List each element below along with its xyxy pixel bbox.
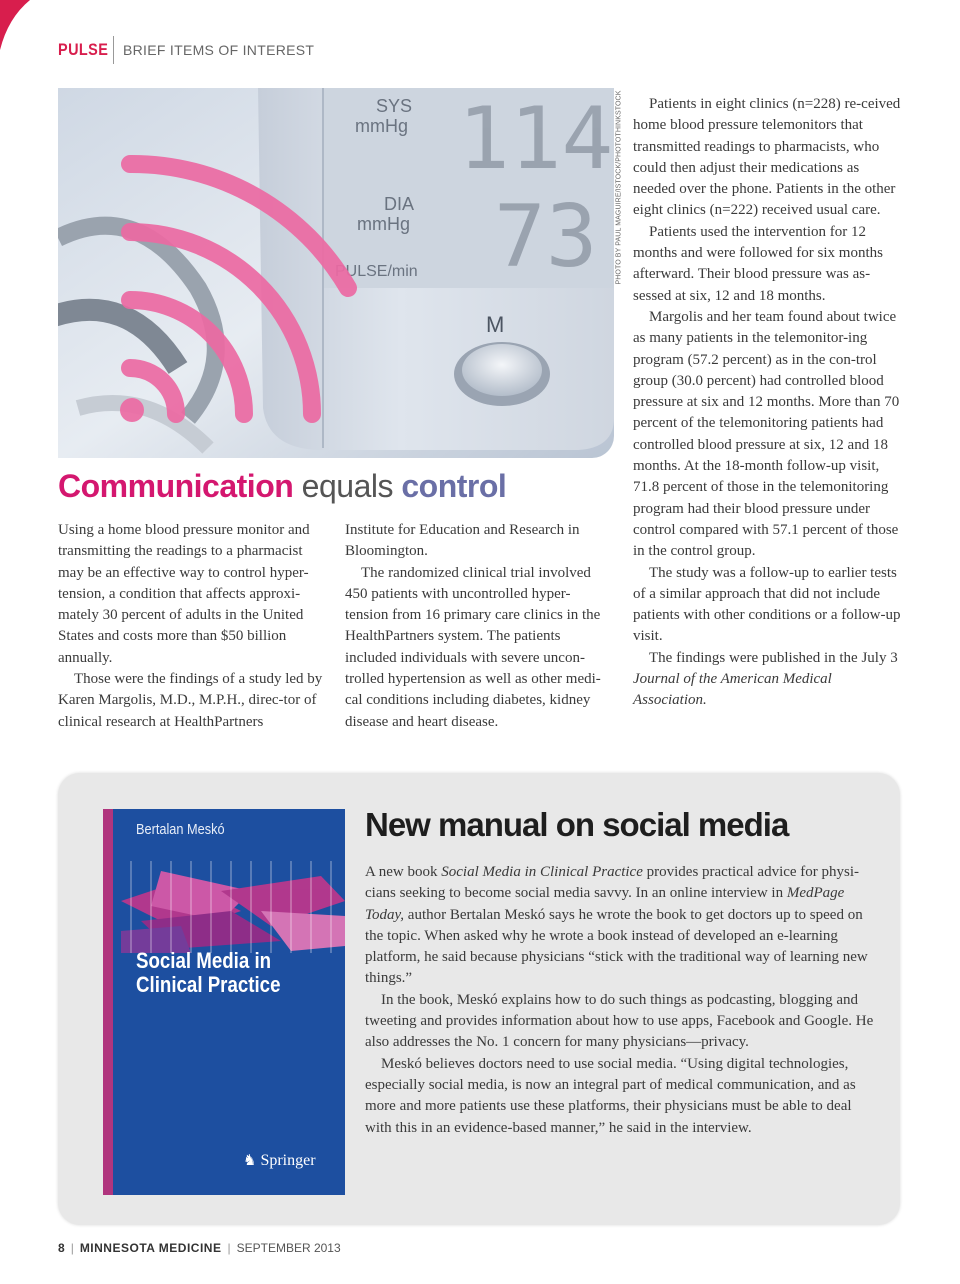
page-number: 8 xyxy=(58,1241,65,1255)
paragraph: Patients in eight clinics (n=228) re-ceived home blood pressure telemonitors that transmitted readings to pharmacists, who could then adjust their medications as needed over the phone. Patients in the other eight clinics (n=222) received usual care. xyxy=(633,96,901,219)
paragraph: A new book Social Media in Clinical Practice provides practical advice for physi-cians seeking to become social media savvy. In an online interview in MedPage Today, author Bertalan Meskó says he wrote the book to get doctors up to speed on the topic. When asked why he wrote a book instead of developed an e-learning platform, he said because physicians “stick with the traditional way of learning new things.” xyxy=(365,864,868,987)
issue-date: SEPTEMBER 2013 xyxy=(236,1241,341,1255)
paragraph: Those were the findings of a study led by Karen Margolis, M.D., M.P.H., direc-tor of clinical research at HealthPartners xyxy=(58,671,323,730)
magazine-name: MINNESOTA MEDICINE xyxy=(79,1241,222,1255)
header-divider xyxy=(113,36,114,64)
article-column-2 xyxy=(345,520,607,733)
sys-unit: mmHg xyxy=(355,116,408,136)
paragraph: The randomized clinical trial involved 450 patients with uncontrolled hyper-tension from 16 primary care clinics in the HealthPartners system. The patients included individuals with severe uncon-trolled hypertension as well as other medi-cal conditions including diabetes, kidney disease and heart disease. xyxy=(345,564,601,730)
section-label: PULSE xyxy=(58,40,109,59)
springer-horse-icon: ♞ xyxy=(243,1153,257,1169)
dia-unit: mmHg xyxy=(357,214,410,234)
pulse-label: PULSE/min xyxy=(335,263,418,280)
sidebar-headline: New manual on social media xyxy=(365,806,789,843)
dia-value: 73 xyxy=(494,187,598,287)
book-author: Bertalan Meskó xyxy=(136,821,225,838)
article-column-1 xyxy=(58,520,324,733)
paragraph: Institute for Education and Research in Bloomington. xyxy=(345,522,580,560)
photo-credit: PHOTO BY PAUL MAGUIRE/ISTOCK/PHOTOTHINKSTOCK xyxy=(615,90,623,285)
paragraph: Meskó believes doctors need to use social media. “Using digital technologies, especially social media, is now an integral part of medical communication, and as more and more patients use these platforms, their physicians must be able to deal with this in an evidence-based manner,” he said in the interview. xyxy=(365,1055,856,1136)
paragraph: The findings were published in the July 3 Journal of the American Medical Association. xyxy=(633,649,898,709)
sys-label: SYS xyxy=(376,96,413,116)
blood-pressure-photo xyxy=(58,88,614,458)
sys-value: 114 xyxy=(458,89,614,189)
page-footer: 8 | MINNESOTA MEDICINE | SEPTEMBER 2013 xyxy=(58,1241,341,1255)
paragraph: Patients used the intervention for 12 months and were followed for six months afterward. Their blood pressure was as-sessed at six, 12 and 18 months. xyxy=(633,223,883,304)
section-subtitle: BRIEF ITEMS OF INTEREST xyxy=(123,42,315,58)
book-cover-art xyxy=(121,861,345,953)
paragraph: In the book, Meskó explains how to do such things as podcasting, blogging and tweeting and provides information about how to use apps, Facebook and Google. He also addresses the No. 1 concern for many physicians—privacy. xyxy=(365,991,874,1051)
paragraph: Using a home blood pressure monitor and transmitting the readings to a pharmacist may be an effective way to control hyper-tension, a condition that affects approxi-mately 30 percent of adults in the United States and costs more than $50 billion annually. xyxy=(58,522,310,666)
sidebar-text xyxy=(365,862,877,1139)
m-button-label: M xyxy=(486,312,505,337)
paragraph: Margolis and her team found about twice as many patients in the telemonitor-ing program (57.2 percent) as in the con-trol group (30.0 percent) had controlled blood pressure at six and 12 months. More than 70 percent of the telemonitoring patients had controlled blood pressure at six, 12 and 18 months. At the 18-month follow-up visit, 71.8 percent of those in the telemonitoring program had their blood pressure under control compared with 57.1 percent of those in the control group. xyxy=(633,308,900,560)
book-title: Social Media in Clinical Practice xyxy=(136,948,281,997)
book-spine xyxy=(103,809,113,1195)
article-column-3 xyxy=(633,94,903,712)
dia-label: DIA xyxy=(384,194,415,214)
journal-name: Journal of the American Medical Association. xyxy=(633,671,832,709)
book-publisher: ♞ Springer xyxy=(243,1152,316,1169)
article-headline: Communication equals control xyxy=(58,468,507,504)
book-cover xyxy=(103,809,345,1195)
paragraph: The study was a follow-up to earlier tests of a similar approach that did not include patients with other conditions or a follow-up visit. xyxy=(633,564,901,645)
